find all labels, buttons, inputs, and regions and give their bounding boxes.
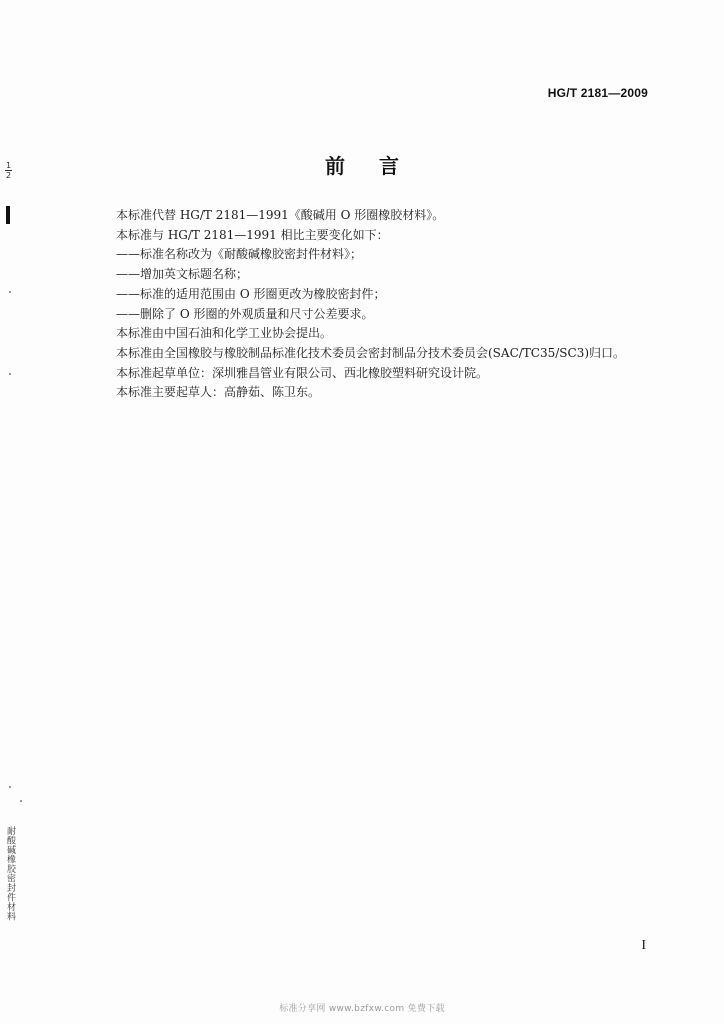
margin-fraction: [5, 161, 12, 180]
fraction-numerator: 1: [5, 161, 12, 170]
paragraph-under-jurisdiction: 本标准由全国橡胶与橡胶制品标准化技术委员会密封制品分技术委员会(SAC/TC35/SC3)归口。: [116, 345, 626, 360]
fraction-denominator: 2: [5, 171, 12, 180]
margin-dot: [9, 786, 11, 788]
margin-dot: [20, 800, 22, 802]
paragraph-drafters: 本标准主要起草人：高静茹、陈卫东。: [116, 385, 321, 400]
margin-dot: [9, 291, 11, 293]
page-number: I: [641, 938, 646, 953]
change-item-english-title: ——增加英文标题名称；: [116, 267, 249, 282]
change-item-removed: ——删除了 O 形圈的外观质量和尺寸公差要求。: [116, 306, 374, 321]
paragraph-proposed-by: 本标准由中国石油和化学工业协会提出。: [116, 326, 333, 341]
paragraph-changes-intro: 本标准与 HG/T 2181—1991 相比主要变化如下：: [116, 227, 389, 242]
margin-binding-mark: [6, 206, 10, 224]
foreword-body: [116, 206, 676, 403]
paragraph-replaces: 本标准代替 HG/T 2181—1991《酸碱用 O 形圈橡胶材料》。: [116, 208, 445, 222]
margin-dot: [9, 373, 11, 375]
side-running-title: 耐酸碱橡胶密封件材料: [5, 826, 15, 921]
page-title: 前言: [325, 154, 433, 178]
footer-watermark: 标准分享网 www.bzfxw.com 免费下载: [279, 1004, 445, 1014]
change-item-scope: ——标准的适用范围由 O 形圈更改为橡胶密封件；: [116, 286, 386, 301]
paragraph-drafting-units: 本标准起草单位：深圳雅昌管业有限公司、西北橡胶塑料研究设计院。: [116, 365, 489, 380]
standard-number: HG/T 2181—2009: [547, 86, 648, 100]
change-item-title: ——标准名称改为《耐酸碱橡胶密封件材料》；: [116, 247, 363, 262]
